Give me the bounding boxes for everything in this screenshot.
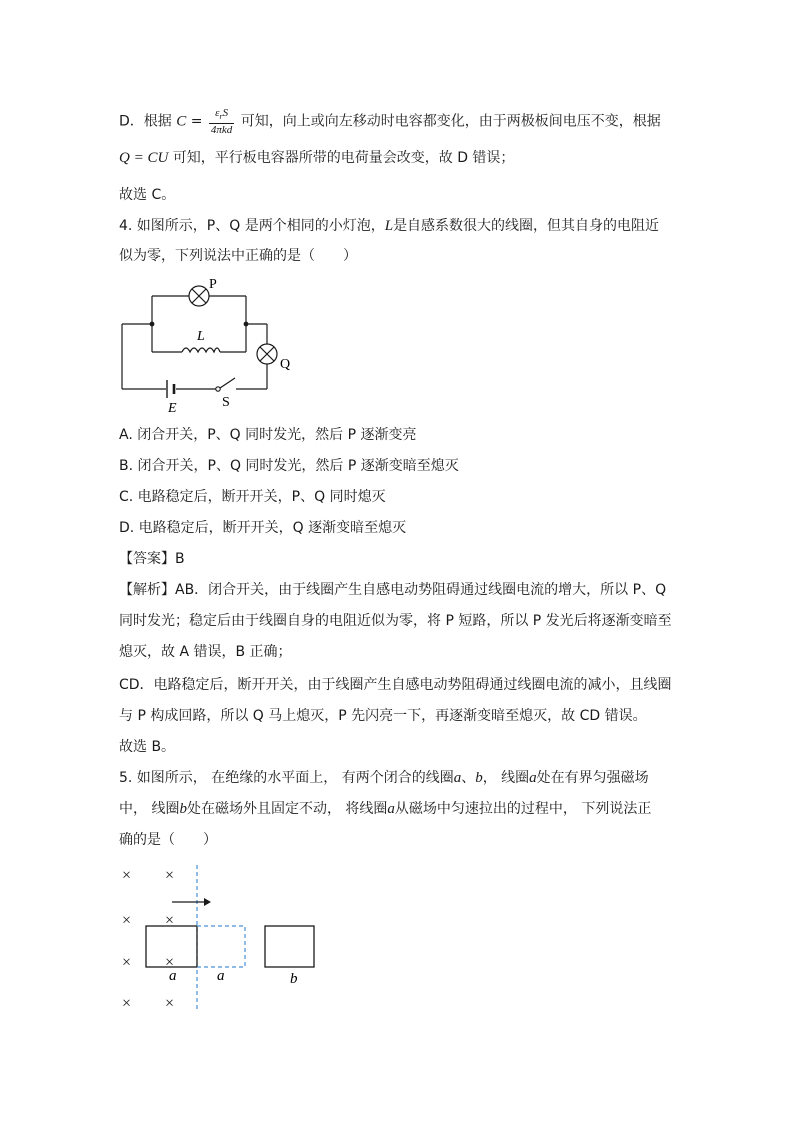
junction-left xyxy=(150,322,155,327)
q4-analysis-line3: 熄灭，故 A 错误，B 正确； xyxy=(119,644,292,660)
q3-option-d-line1 xyxy=(119,107,661,136)
field-mark: × xyxy=(122,867,132,884)
field-mark: × xyxy=(165,995,175,1012)
q5-stem-line3: 确的是（ ） xyxy=(119,832,217,848)
junction-right xyxy=(244,322,249,327)
q5-stem-line2: 中， 线圈b处在磁场外且固定不动， 将线圈a从磁场中匀速拉出的过程中， 下列说法正 xyxy=(119,801,652,817)
q4-stem-line2: 似为零，下列说法中正确的是（ ） xyxy=(119,248,357,264)
lamp-q-label: Q xyxy=(280,357,291,372)
switch-label: S xyxy=(222,395,230,410)
q5-stem-line1: 5. 如图所示， 在绝缘的水平面上， 有两个闭合的线圈a、b， 线圈a处在有界匀强磁场 xyxy=(119,770,649,786)
q3-d-conclusion: 可知，平行板电容器所带的电荷量会改变，故 D 错误； xyxy=(172,150,515,166)
charge-formula: Q = CU xyxy=(119,150,169,166)
battery-icon xyxy=(167,380,174,398)
coil-b-label: b xyxy=(290,971,298,987)
q4-analysis-line2: 同时发光；稳定后由于线圈自身的电阻近似为零，将 P 短路，所以 P 发光后将逐渐变暗至 xyxy=(119,613,672,629)
q4-option-a: A. 闭合开关，P、Q 同时发光，然后 P 逐渐变亮 xyxy=(119,427,417,443)
coil-a-label: a xyxy=(169,968,177,984)
field-marks xyxy=(122,867,174,1012)
coil-a-dashed xyxy=(197,926,245,967)
q4-answer: 【答案】B xyxy=(119,551,185,567)
q4-option-d: D. 电路稳定后，断开开关，Q 逐渐变暗至熄灭 xyxy=(119,520,407,536)
lamp-p-icon xyxy=(189,286,209,306)
coil-b xyxy=(265,926,314,967)
q4-stem-line1: 4. 如图所示，P、Q 是两个相同的小灯泡，L是自感系数很大的线圈，但其自身的电阻近 xyxy=(119,218,660,234)
inductor-coil-icon xyxy=(182,348,220,352)
capacitance-symbol: C xyxy=(176,113,187,130)
coil-a-moved-label: a xyxy=(217,968,225,984)
q4-option-b: B. 闭合开关，P、Q 同时发光，然后 P 逐渐变暗至熄灭 xyxy=(119,458,459,474)
inductor-label: L xyxy=(197,329,205,344)
field-mark: × xyxy=(165,954,175,971)
capacitance-fraction: $\frac{\varepsilon_rS}{\text{4πkd}}$ xyxy=(210,107,233,137)
field-mark: × xyxy=(122,912,132,929)
lamp-q-icon xyxy=(257,344,277,364)
pull-direction-arrow-icon xyxy=(172,898,211,906)
q3-d-text: 可知，向上或向左移动时电容都变化，由于两极板间电压不变，根据 xyxy=(240,113,661,130)
field-mark: × xyxy=(122,995,132,1012)
q4-option-c: C. 电路稳定后，断开开关，P、Q 同时熄灭 xyxy=(119,489,386,505)
battery-label: E xyxy=(168,401,177,416)
q3-d-prefix: D．根据 xyxy=(119,113,172,130)
lamp-p-label: P xyxy=(209,277,217,292)
magnetic-field-diagram xyxy=(114,860,324,1015)
q4-choose: 故选 B。 xyxy=(119,739,176,755)
q4-analysis-line4: CD．电路稳定后，断开开关，由于线圈产生自感电动势阻碍通过线圈电流的减小，且线圈 xyxy=(119,677,672,693)
q3-option-d-line2 xyxy=(119,148,514,168)
field-mark: × xyxy=(165,912,175,929)
inductor-symbol-text: L xyxy=(384,218,394,234)
q4-analysis-line5: 与 P 构成回路，所以 Q 马上熄灭，P 先闪亮一下，再逐渐变暗至熄灭，故 CD 错误。 xyxy=(119,708,647,724)
field-mark: × xyxy=(165,867,175,884)
equals-sign: = xyxy=(190,113,203,130)
q4-analysis-line1: 【解析】AB．闭合开关，由于线圈产生自感电动势阻碍通过线圈电流的增大，所以 P、Q xyxy=(119,582,667,598)
q3-choose: 故选 C。 xyxy=(119,187,176,203)
circuit-diagram xyxy=(114,276,304,416)
field-mark: × xyxy=(122,954,132,971)
switch-icon xyxy=(216,378,235,391)
